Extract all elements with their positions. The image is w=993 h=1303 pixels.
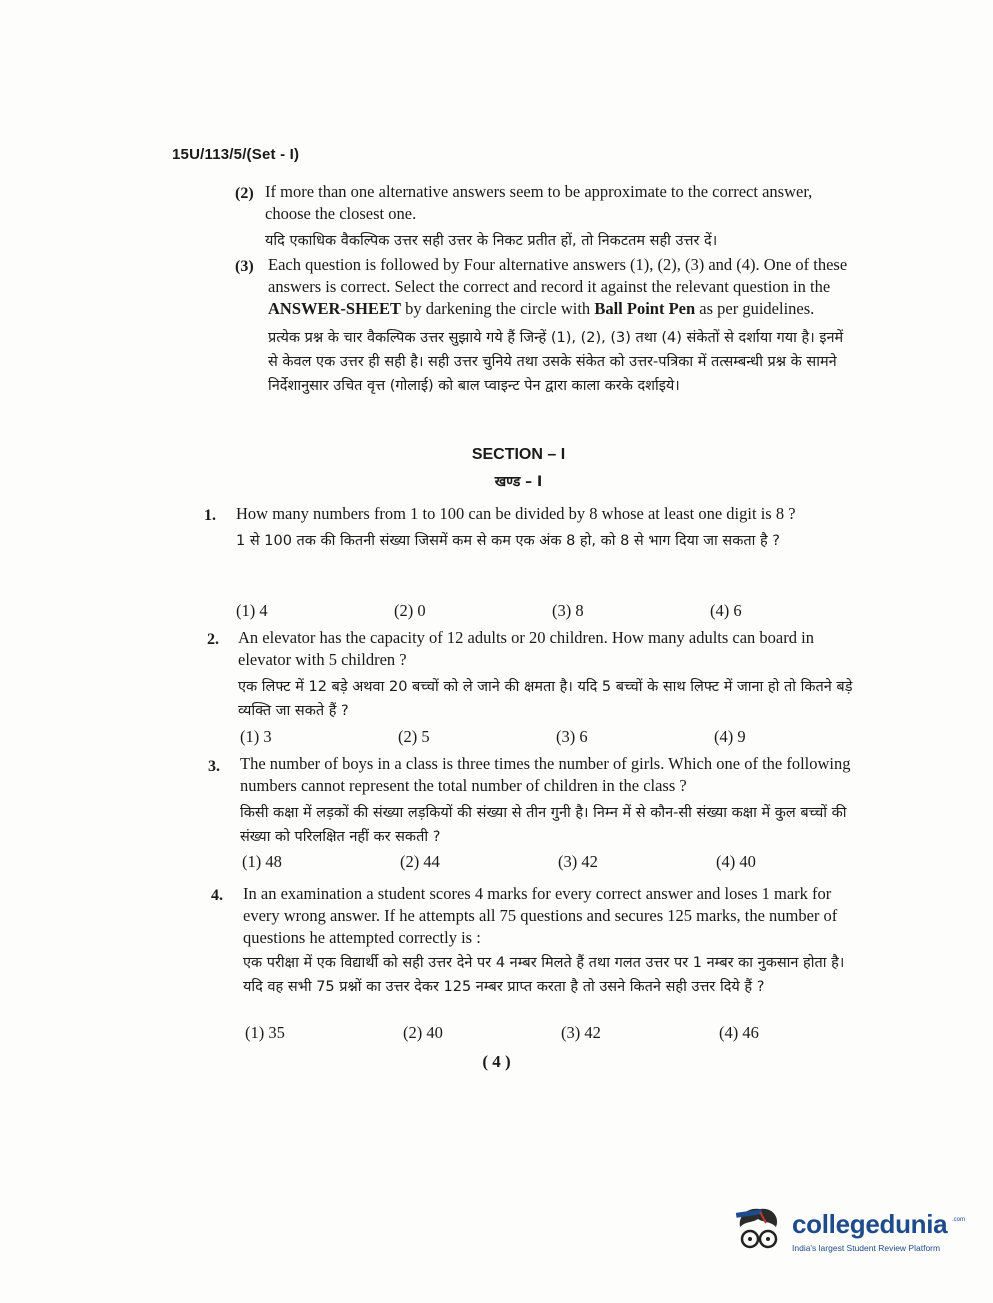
question-2-hindi: एक लिफ्ट में 12 बड़े अथवा 20 बच्चों को ले जाने की क्षमता है। यदि 5 बच्चों के साथ लिफ्ट में जाना हो तो कितने बड़े व्यक्ति जा सकते हैं ? (238, 679, 853, 719)
question-4-number: 4. (211, 887, 223, 904)
answer-sheet-term: ANSWER-SHEET (268, 299, 401, 318)
question-1-option-1: (1) 4 (236, 601, 268, 620)
question-3-option-4: (4) 40 (716, 852, 756, 871)
question-2-options (240, 727, 872, 747)
instruction-3-english (268, 254, 855, 320)
question-3-option-3: (3) 42 (558, 852, 598, 871)
section-heading-hindi: खण्ड – I (494, 474, 543, 490)
question-4 (243, 883, 863, 999)
question-1-option-3: (3) 8 (552, 601, 584, 620)
question-1-options (236, 601, 868, 621)
collegedunia-mascot-icon (730, 1203, 788, 1261)
question-1-english: How many numbers from 1 to 100 can be divided by 8 whose at least one digit is 8 ? (236, 504, 796, 523)
instruction-2-hindi: यदि एकाधिक वैकल्पिक उत्तर सही उत्तर के निकट प्रतीत हों, तो निकटतम सही उत्तर दें। (265, 233, 718, 249)
question-4-option-2: (2) 40 (403, 1023, 443, 1042)
question-3-option-1: (1) 48 (242, 852, 282, 871)
question-3-english: The number of boys in a class is three times the number of girls. Which one of the following numbers cannot represent the total number of children in the class ? (240, 754, 851, 795)
question-4-english: In an examination a student scores 4 marks for every correct answer and loses 1 mark for every wrong answer. If he attempts all 75 questions and secures 125 marks, the number of questions he attempted correctly is : (243, 884, 838, 947)
question-2-english: An elevator has the capacity of 12 adults or 20 children. How many adults can board in elevator with 5 children ? (238, 628, 814, 669)
question-3-number: 3. (208, 758, 220, 775)
question-4-hindi: एक परीक्षा में एक विद्यार्थी को सही उत्तर देने पर 4 नम्बर मिलते हैं तथा गलत उत्तर पर 1 नम्बर का नुकसान होता है। यदि वह सभी 75 प्रश्नों का उत्तर देकर 125 नम्बर प्राप्त करता है तो उसने कितने सही उत्तर दिये हैं ? (243, 955, 845, 995)
question-1-option-2: (2) 0 (394, 601, 426, 620)
question-4-option-3: (3) 42 (561, 1023, 601, 1042)
ball-point-pen-term: Ball Point Pen (594, 299, 696, 318)
question-1-option-4: (4) 6 (710, 601, 742, 620)
question-2-option-1: (1) 3 (240, 727, 272, 746)
section-heading: SECTION – I (471, 446, 566, 463)
question-3 (240, 753, 860, 849)
page-number: ( 4 ) (482, 1052, 511, 1071)
paper-code: 15U/113/5/(Set - I) (172, 146, 300, 163)
instruction-3-text-a: Each question is followed by Four alternative answers (1), (2), (3) and (4). One of these answers is correct. Select the correct and record it against the relevant question in the (268, 255, 848, 296)
question-3-hindi: किसी कक्षा में लड़कों की संख्या लड़कियों की संख्या से तीन गुनी है। निम्न में से कौन-सी संख्या कक्षा में कुल बच्चों की संख्या को परिलक्षित नहीं कर सकती ? (240, 805, 847, 845)
question-4-options (245, 1023, 877, 1043)
instruction-2-english: If more than one alternative answers seem to be approximate to the correct answer, choose the closest one. (265, 182, 813, 223)
question-1-number: 1. (204, 507, 216, 524)
instruction-3-text-e: as per guidelines. (695, 299, 815, 318)
question-3-options (242, 852, 874, 872)
collegedunia-wordmark: collegedunia (792, 1209, 948, 1239)
question-2-option-3: (3) 6 (556, 727, 588, 746)
question-3-option-2: (2) 44 (400, 852, 440, 871)
question-2-number: 2. (207, 631, 219, 648)
question-4-option-1: (1) 35 (245, 1023, 285, 1042)
collegedunia-tagline: India's largest Student Review Platform (792, 1243, 941, 1253)
instruction-2 (265, 181, 855, 253)
instruction-2-number: (2) (235, 185, 254, 202)
instruction-3-hindi: प्रत्येक प्रश्न के चार वैकल्पिक उत्तर सुझाये गये हैं जिन्हें (1), (2), (3) तथा (4) संकेतों से दर्शाया गया है। इनमें से केवल एक उत्तर ही सही है। सही उत्तर चुनिये तथा उसके संकेत को उत्तर-पत्रिका में तत्सम्बन्धी प्रश्न के सामने निर्देशानुसार उचित वृत्त (गोलाई) को बाल प्वाइन्ट पेन द्वारा काला करके दर्शाइये। (268, 330, 844, 394)
question-4-option-4: (4) 46 (719, 1023, 759, 1042)
question-2-option-2: (2) 5 (398, 727, 430, 746)
question-2 (238, 627, 858, 723)
question-1-hindi: 1 से 100 तक की कितनी संख्या जिसमें कम से कम एक अंक 8 हो, को 8 से भाग दिया जा सकता है ? (236, 533, 780, 549)
instruction-3-number: (3) (235, 258, 254, 275)
question-2-option-4: (4) 9 (714, 727, 746, 746)
instruction-3-text-c: by darkening the circle with (400, 299, 595, 318)
collegedunia-com: .com (952, 1217, 966, 1223)
question-1 (236, 503, 856, 553)
instruction-3 (268, 254, 855, 398)
collegedunia-watermark (730, 1203, 970, 1263)
